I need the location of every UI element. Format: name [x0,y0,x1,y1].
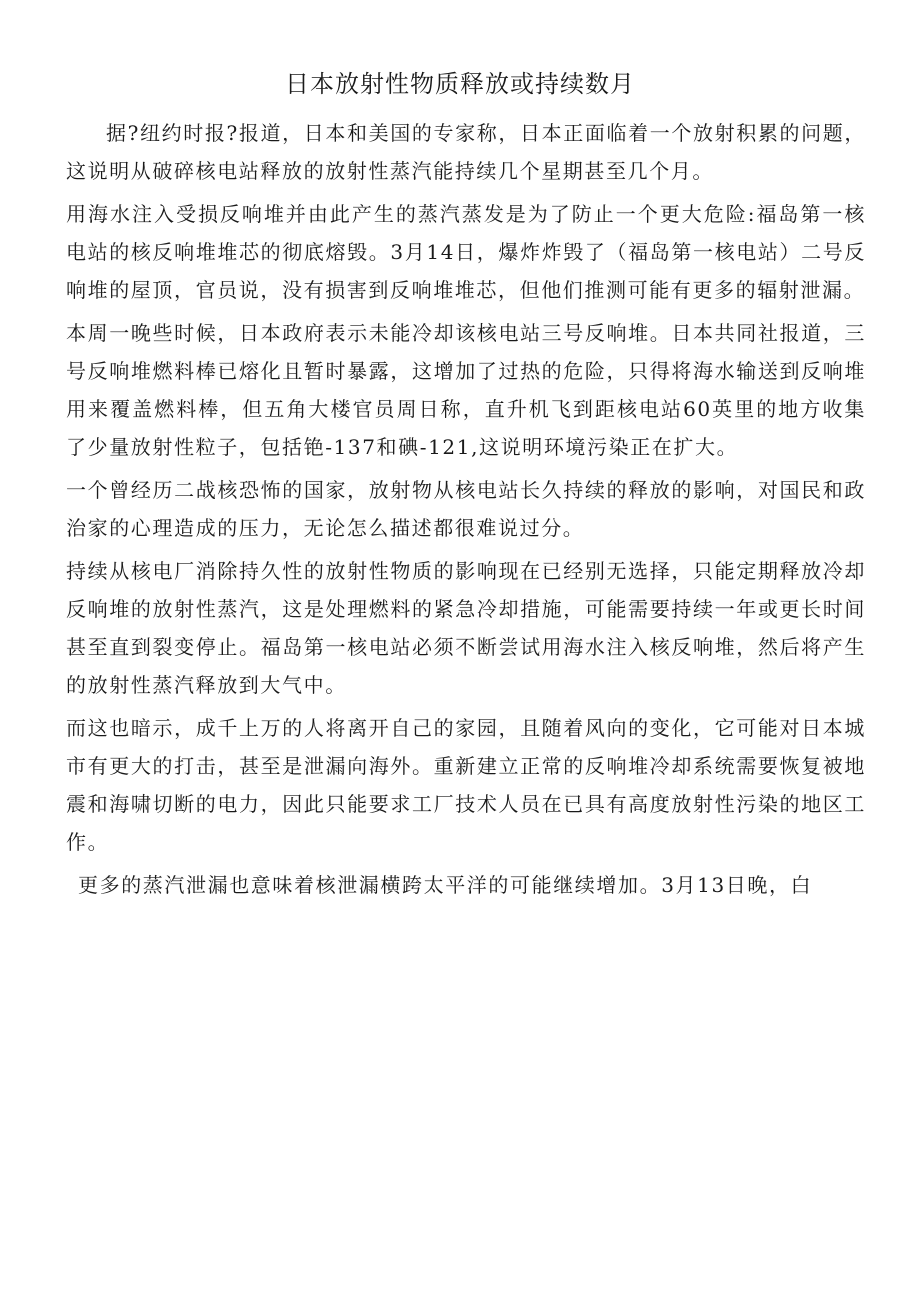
paragraph-5: 持续从核电厂消除持久性的放射性物质的影响现在已经别无选择，只能定期释放冷却反响堆的放射性蒸汽，这是处理燃料的紧急冷却措施，可能需要持续一年或更长时间甚至直到裂变停止。福岛第一核电站必须不断尝试用海水注入核反响堆，然后将产生的放射性蒸汽释放到大气中。 [66,559,866,697]
paragraph-4: 一个曾经历二战核恐怖的国家，放射物从核电站长久持续的释放的影响，对国民和政治家的心理造成的压力，无论怎么描述都很难说过分。 [66,478,866,540]
paragraph-6: 而这也暗示，成千上万的人将离开自己的家园，且随着风向的变化，它可能对日本城市有更大的打击，甚至是泄漏向海外。重新建立正常的反响堆冷却系统需要恢复被地震和海啸切断的电力，因此只能要求工厂技术人员在已具有高度放射性污染的地区工作。 [66,716,866,854]
document-body [66,114,866,904]
document-title: 日本放射性物质释放或持续数月 [285,70,635,98]
paragraph-7: 更多的蒸汽泄漏也意味着核泄漏横跨太平洋的可能继续增加。3月13日晚，白 [78,873,813,897]
paragraph-1: 据?纽约时报?报道，日本和美国的专家称，日本正面临着一个放射积累的问题，这说明从破碎核电站释放的放射性蒸汽能持续几个星期甚至几个月。 [66,121,866,183]
paragraph-2: 用海水注入受损反响堆并由此产生的蒸汽蒸发是为了防止一个更大危险:福岛第一核电站的核反响堆堆芯的彻底熔毁。3月14日，爆炸炸毁了（福岛第一核电站）二号反响堆的屋顶，官员说，没有损害到反响堆堆芯，但他们推测可能有更多的辐射泄漏。 [66,202,866,302]
paragraph-3: 本周一晚些时候，日本政府表示未能冷却该核电站三号反响堆。日本共同社报道，三号反响堆燃料棒已熔化且暂时暴露，这增加了过热的危险，只得将海水输送到反响堆用来覆盖燃料棒，但五角大楼官员周日称，直升机飞到距核电站60英里的地方收集了少量放射性粒子，包括铯-137和碘-121,这说明环境污染正在扩大。 [66,321,866,459]
